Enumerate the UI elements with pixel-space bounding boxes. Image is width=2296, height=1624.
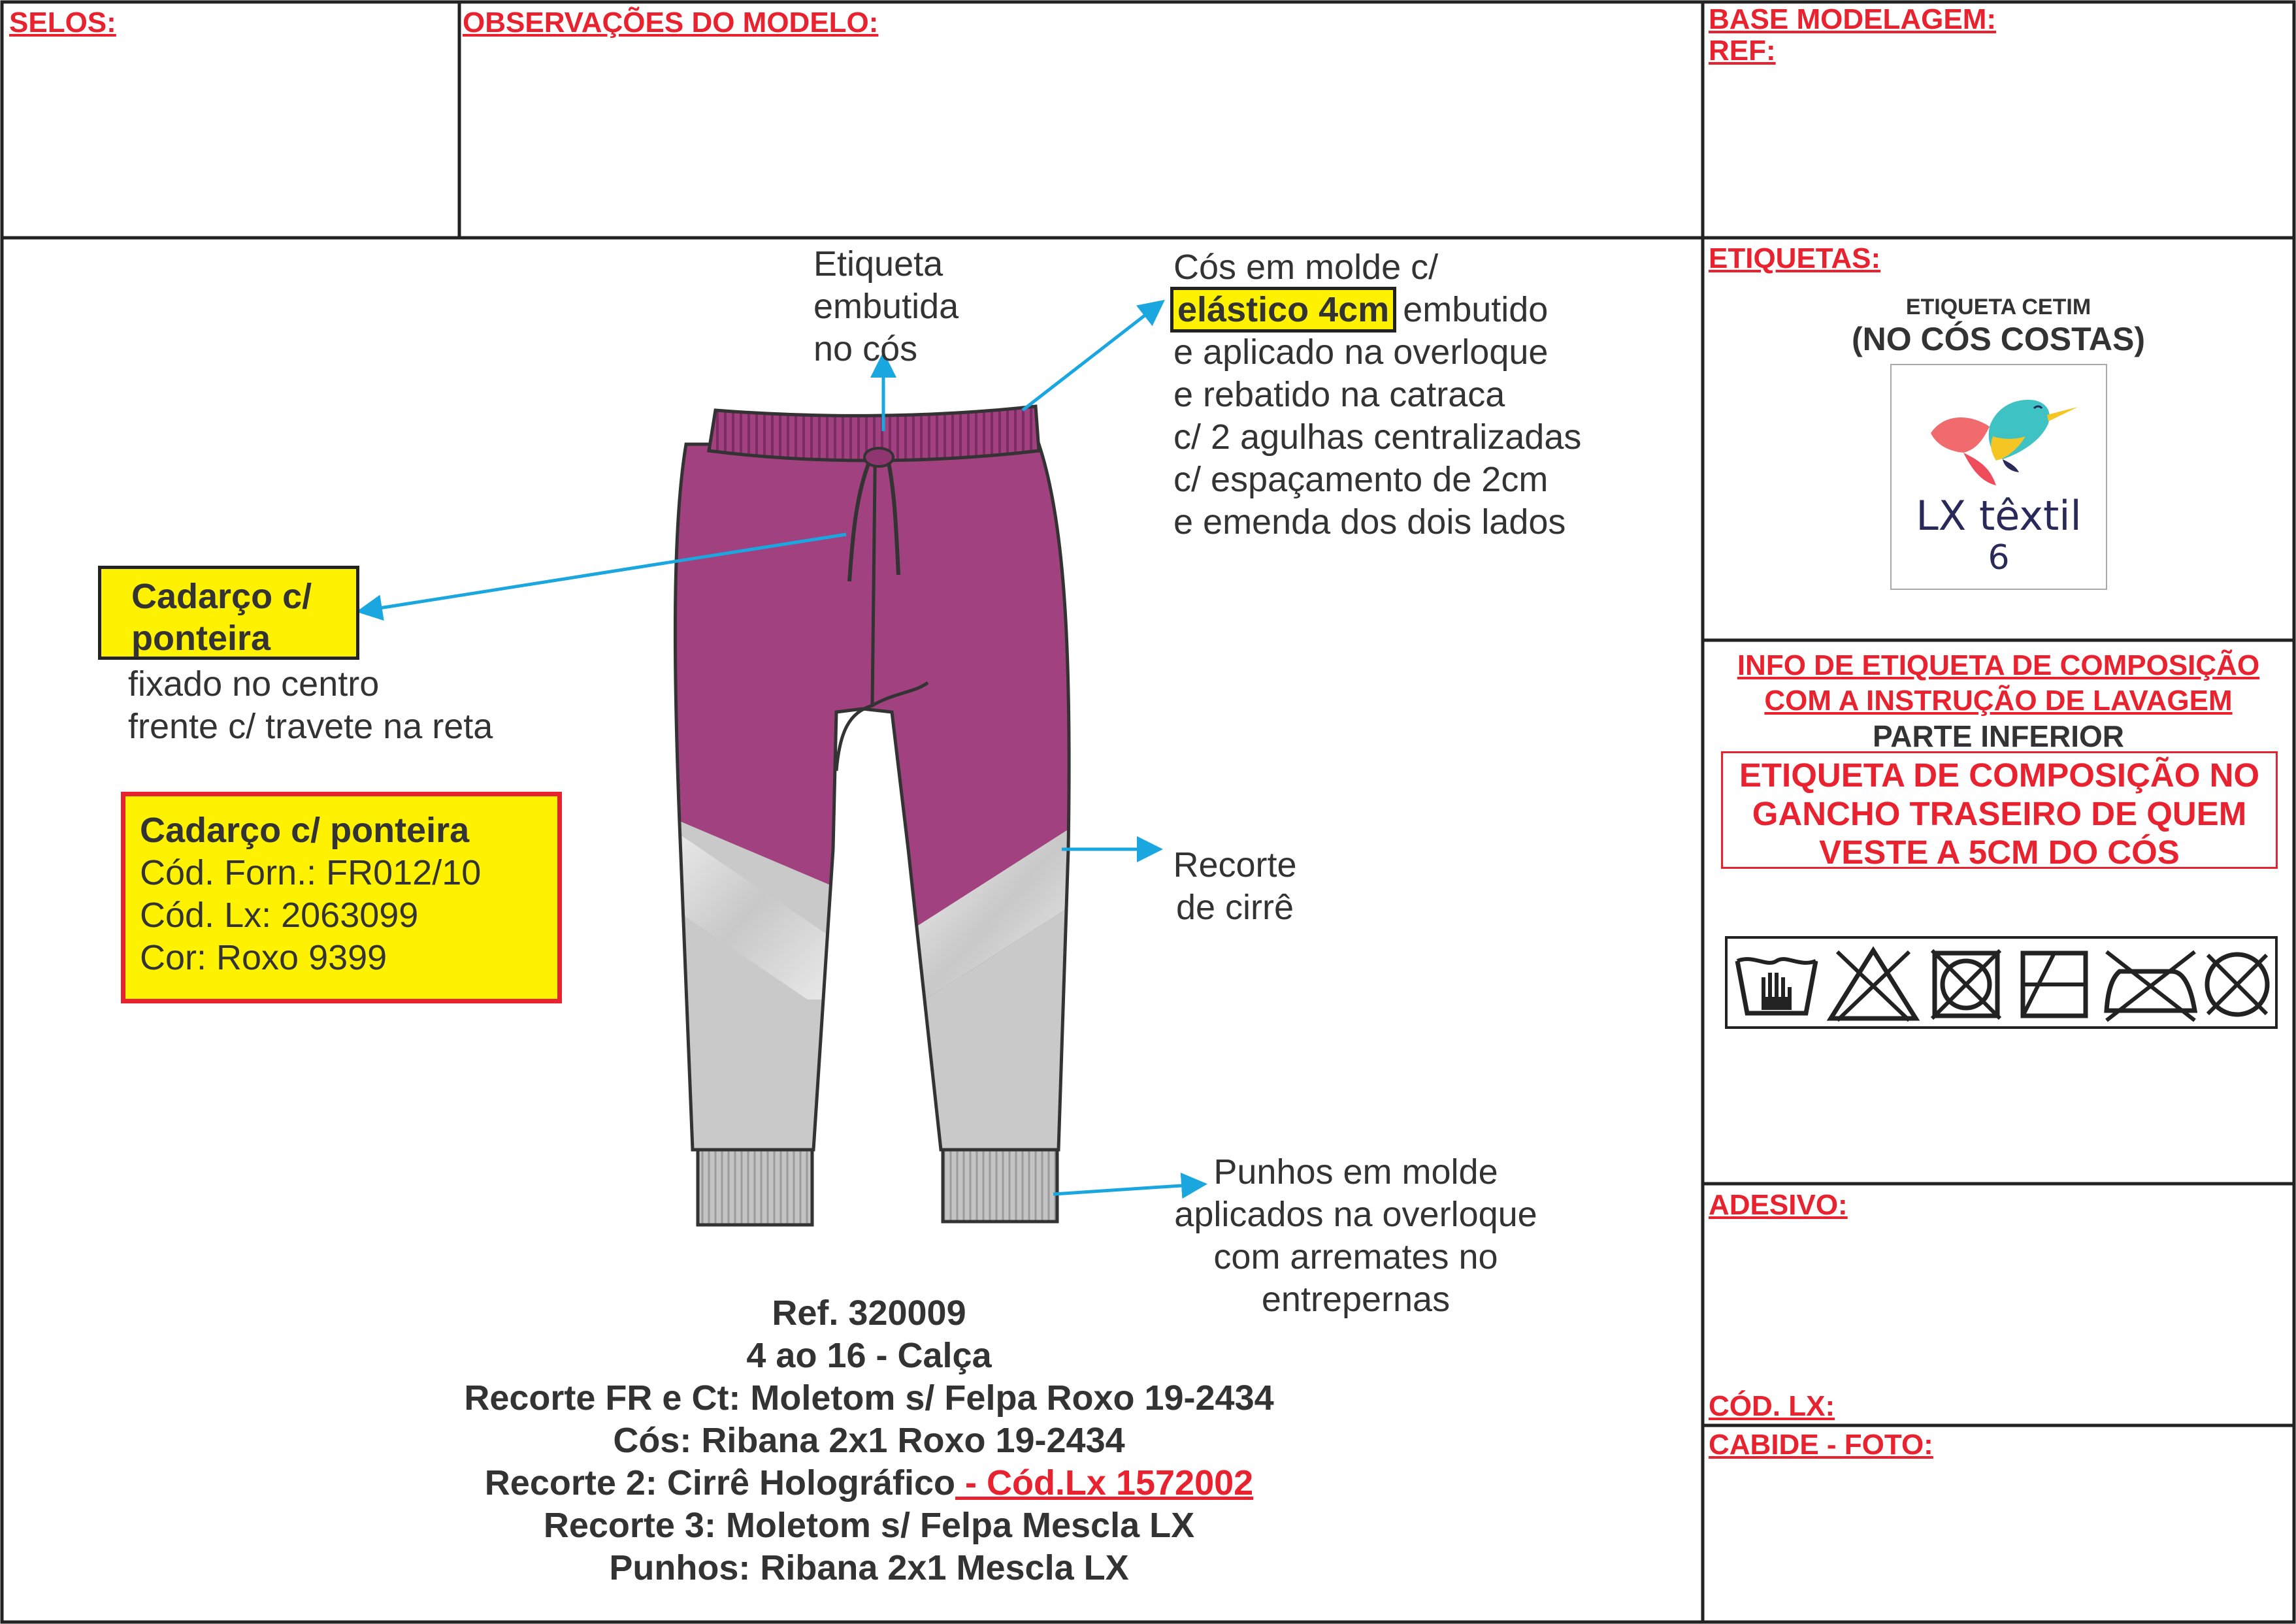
note-line: e rebatido na catraca	[1173, 375, 1505, 414]
spec-block	[366, 1292, 1372, 1589]
hummingbird-logo	[1918, 374, 2081, 492]
note-line: embutida	[813, 287, 959, 326]
cadarco-tag	[98, 566, 359, 660]
supplier-line: Cód. Lx: 2063099	[140, 896, 419, 935]
cos-note	[1173, 246, 1581, 544]
composicao-info	[1703, 648, 2294, 754]
selos-label: SELOS:	[9, 7, 116, 39]
spec-punhos: Punhos: Ribana 2x1 Mescla LX	[609, 1548, 1129, 1587]
note-line: no cós	[813, 329, 918, 368]
label-size: 6	[1988, 538, 2010, 577]
spec-size: 4 ao 16 - Calça	[746, 1336, 992, 1375]
recorte-note	[1163, 844, 1307, 929]
etiquetas-label: ETIQUETAS:	[1709, 242, 1881, 274]
note-line: fixado no centro	[128, 664, 380, 704]
note-line: Cós em molde c/	[1173, 248, 1439, 287]
note-line: com arremates no	[1213, 1237, 1498, 1276]
spec-cos: Cós: Ribana 2x1 Roxo 19-2434	[613, 1421, 1125, 1460]
note-line: frente c/ travete na reta	[128, 707, 493, 746]
care-icons-bar	[1725, 936, 2278, 1029]
note-line	[1173, 289, 1581, 331]
composicao-line: GANCHO TRASEIRO DE QUEM	[1752, 795, 2247, 832]
brand-label	[1890, 364, 2107, 590]
note-line: Recorte	[1173, 845, 1297, 885]
note-line: e aplicado na overloque	[1173, 333, 1549, 372]
composicao-line: VESTE A 5CM DO CÓS	[1819, 834, 2180, 871]
parte-inferior-label: PARTE INFERIOR	[1872, 719, 2125, 753]
info-line: INFO DE ETIQUETA DE COMPOSIÇÃO	[1737, 649, 2260, 681]
cadarco-note	[128, 663, 493, 748]
note-text: embutido	[1393, 290, 1549, 329]
spec-recorte2	[366, 1462, 1372, 1504]
brand-name: LX têxtil	[1916, 492, 2082, 540]
spec-recorte3: Recorte 3: Moletom s/ Felpa Mescla LX	[543, 1506, 1195, 1545]
no-iron-icon	[2100, 945, 2198, 1024]
cabide-foto-label: CABIDE - FOTO:	[1709, 1429, 1933, 1461]
cadarco-tag-line: ponteira	[131, 619, 271, 658]
cod-lx-label: CÓD. LX:	[1709, 1390, 1835, 1422]
observacoes-label: OBSERVAÇÕES DO MODELO:	[463, 7, 879, 39]
hand-wash-icon	[1734, 948, 1819, 1020]
spec-recorte-fr: Recorte FR e Ct: Moletom s/ Felpa Roxo 19-2434	[464, 1378, 1274, 1418]
info-line: COM A INSTRUÇÃO DE LAVAGEM	[1764, 685, 2233, 717]
note-line: entrepernas	[1261, 1280, 1451, 1319]
ref-label: REF:	[1709, 35, 1776, 67]
no-tumble-dry-icon	[1927, 945, 2005, 1024]
no-bleach-icon	[1824, 945, 1922, 1024]
adesivo-label: ADESIVO:	[1709, 1189, 1848, 1221]
spec-recorte2-code: - Cód.Lx 1572002	[955, 1463, 1254, 1502]
etiqueta-cetim-title: (NO CÓS COSTAS)	[1851, 321, 2146, 357]
supplier-line: Cor: Roxo 9399	[140, 938, 387, 977]
no-dry-clean-icon	[2198, 945, 2276, 1024]
spec-text: Recorte 2: Cirrê Holográfico	[484, 1463, 955, 1502]
etiqueta-cetim-label: ETIQUETA CETIM	[1905, 295, 2091, 319]
cadarco-tag-line: Cadarço c/	[131, 577, 312, 616]
etiqueta-embutida-note	[813, 243, 959, 370]
supplier-title: Cadarço c/ ponteira	[140, 811, 470, 850]
supplier-box	[121, 792, 562, 1003]
spec-ref: Ref. 320009	[772, 1293, 966, 1333]
line-dry-icon	[2015, 945, 2093, 1024]
note-line: c/ 2 agulhas centralizadas	[1173, 417, 1582, 457]
note-line: aplicados na overloque	[1174, 1195, 1537, 1234]
base-modelagem-label: BASE MODELAGEM:	[1709, 3, 1996, 35]
supplier-line: Cód. Forn.: FR012/10	[140, 853, 482, 892]
elastico-highlight: elástico 4cm	[1173, 290, 1393, 329]
composicao-line: ETIQUETA DE COMPOSIÇÃO NO	[1739, 756, 2260, 794]
note-line: de cirrê	[1175, 888, 1294, 927]
note-line: Etiqueta	[813, 244, 943, 284]
note-line: Punhos em molde	[1213, 1152, 1498, 1192]
note-line: e emenda dos dois lados	[1173, 502, 1566, 542]
note-line: c/ espaçamento de 2cm	[1173, 460, 1549, 499]
composicao-box	[1721, 751, 2278, 869]
